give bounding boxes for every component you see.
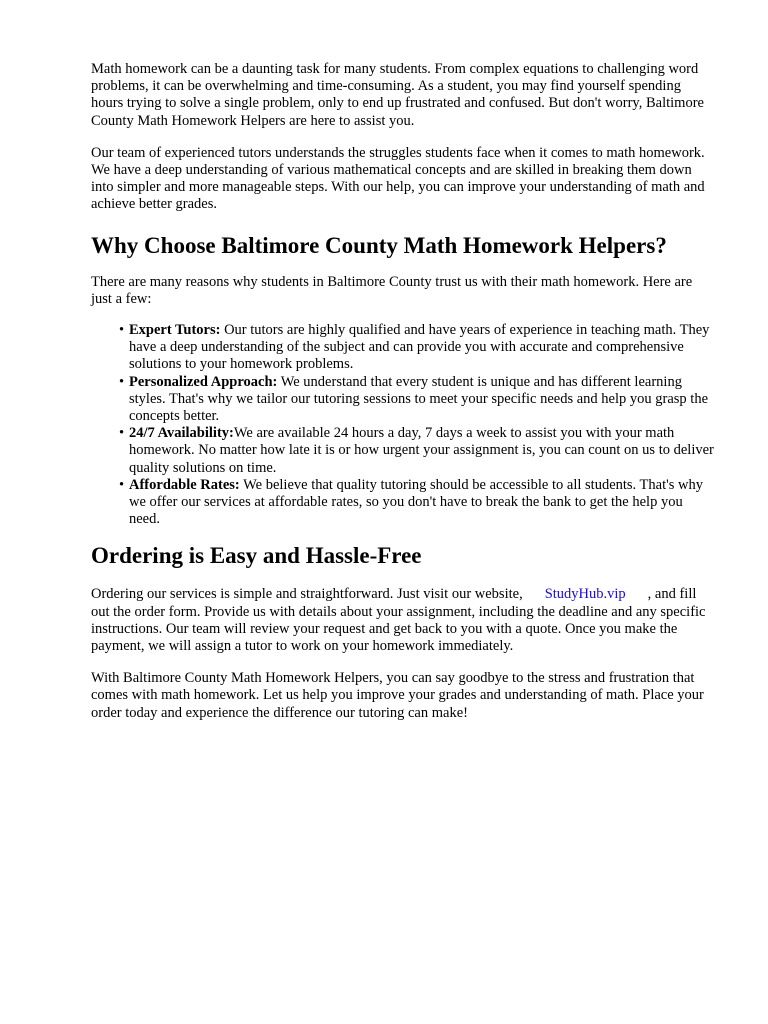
reason-term: Expert Tutors: [129, 322, 221, 339]
document-page [91, 61, 716, 722]
reason-text: We are available 24 hours a day, 7 days a week to assist you with your math homework. No matter how late it is or how urgent your assignment is, you can count on us to deliver quality solutions on time. [129, 425, 714, 476]
reasons-list [91, 322, 716, 528]
intro-paragraph-2: Our team of experienced tutors understands the struggles students face when it comes to math homework. We have a deep understanding of various mathematical concepts and are skilled in breaking them down into simpler and more manageable steps. With our help, you can improve your understanding of math and achieve better grades. [91, 144, 705, 213]
bullet-icon: • [119, 476, 125, 493]
reason-term: Personalized Approach: [129, 373, 278, 390]
ordering-paragraph [91, 586, 716, 655]
studyhub-link[interactable]: StudyHub.vip [544, 586, 626, 603]
bullet-icon: • [119, 425, 125, 442]
closing-paragraph: With Baltimore County Math Homework Helpers, you can say goodbye to the stress and frustration that comes with math homework. Let us help you improve your grades and understanding of math. Place your order today and experience the difference our tutoring can make! [91, 670, 704, 721]
list-item [119, 425, 716, 477]
reason-term: Affordable Rates: [129, 476, 240, 493]
bullet-icon: • [119, 322, 125, 339]
list-item [119, 373, 716, 426]
ordering-text-after-link: , and fill out the order form. Provide us with details about your assignment, including the deadline and any specific instructions. Our team will review your request and get back to you with a quote. Once you make the payment, we will assign a tutor to work on your homework immediately. [91, 586, 706, 655]
why-choose-lead: There are many reasons why students in Baltimore County trust us with their math homework. Here are just a few: [91, 273, 693, 307]
intro-paragraph-1: Math homework can be a daunting task for many students. From complex equations to challenging word problems, it can be overwhelming and time-consuming. As a student, you may find yourself spending hours trying to solve a single problem, only to end up frustrated and confused. But don't worry, Baltimore County Math Homework Helpers are here to assist you. [91, 61, 704, 129]
reason-text: We understand that every student is unique and has different learning styles. That's why we tailor our tutoring sessions to meet your specific needs and help you grasp the concepts better. [129, 373, 709, 425]
bullet-icon: • [119, 373, 125, 390]
ordering-heading: Ordering is Easy and Hassle-Free [91, 543, 422, 569]
list-item [119, 476, 716, 529]
why-choose-heading: Why Choose Baltimore County Math Homework Helpers? [91, 232, 667, 258]
reason-text: We believe that quality tutoring should be accessible to all students. That's why we offer our services at affordable rates, so you don't have to break the bank to get the help you need. [129, 476, 703, 528]
reason-term: 24/7 Availability: [129, 425, 234, 442]
ordering-text-before-link: Ordering our services is simple and straightforward. Just visit our website, [91, 586, 523, 603]
list-item [119, 322, 716, 374]
reason-text: Our tutors are highly qualified and have years of experience in teaching math. They have a deep understanding of the subject and can provide you with accurate and comprehensive solutions to your homework problems. [129, 322, 710, 373]
